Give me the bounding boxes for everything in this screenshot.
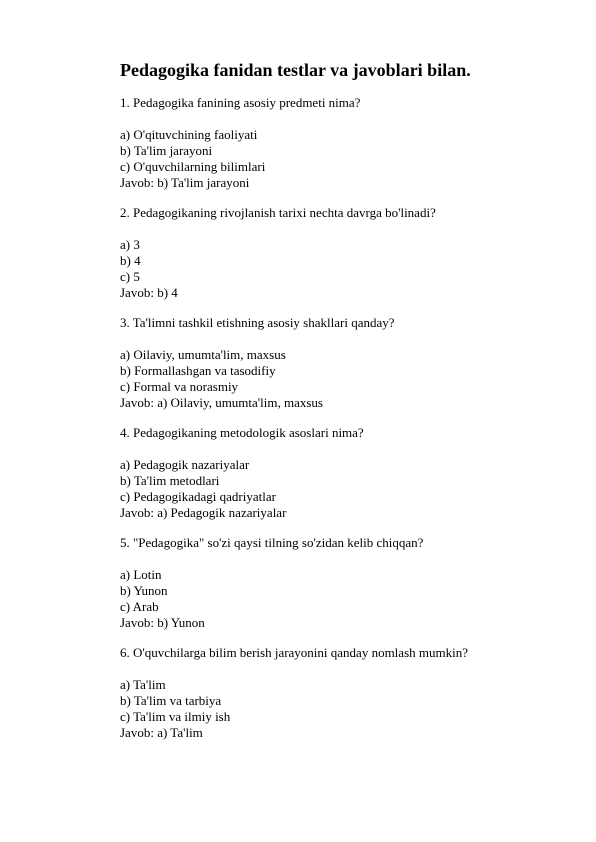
answer-option-b: b) Formallashgan va tasodifiy xyxy=(120,363,276,378)
question-block-2 xyxy=(120,205,560,301)
answer-option-b: b) 4 xyxy=(120,253,141,268)
answer-option-c: c) Ta'lim va ilmiy ish xyxy=(120,709,231,724)
question-text: 5. "Pedagogika" so'zi qaysi tilning so'zidan kelib chiqqan? xyxy=(120,535,424,550)
question-block-5 xyxy=(120,535,560,631)
correct-answer: Javob: b) 4 xyxy=(120,285,178,300)
answer-option-a: a) Lotin xyxy=(120,567,162,582)
answer-option-b: b) Ta'lim jarayoni xyxy=(120,143,213,158)
correct-answer: Javob: b) Yunon xyxy=(120,615,205,630)
correct-answer: Javob: a) Pedagogik nazariyalar xyxy=(120,505,287,520)
answer-option-c: c) Arab xyxy=(120,599,159,614)
question-block-3 xyxy=(120,315,560,411)
answer-option-b: b) Ta'lim va tarbiya xyxy=(120,693,222,708)
question-block-6 xyxy=(120,645,560,741)
correct-answer: Javob: a) Oilaviy, umumta'lim, maxsus xyxy=(120,395,323,410)
question-block-1 xyxy=(120,95,560,191)
question-text: 4. Pedagogikaning metodologik asoslari nima? xyxy=(120,425,364,440)
correct-answer: Javob: b) Ta'lim jarayoni xyxy=(120,175,250,190)
answer-option-c: c) Formal va norasmiy xyxy=(120,379,239,394)
document-page xyxy=(120,58,560,755)
answer-option-c: c) Pedagogikadagi qadriyatlar xyxy=(120,489,276,504)
answer-option-a: a) O'qituvchining faoliyati xyxy=(120,127,258,142)
document-title: Pedagogika fanidan testlar va javoblari bilan. xyxy=(120,60,471,80)
question-text: 6. O'quvchilarga bilim berish jarayonini qanday nomlash mumkin? xyxy=(120,645,468,660)
answer-option-a: a) 3 xyxy=(120,237,140,252)
answer-option-a: a) Pedagogik nazariyalar xyxy=(120,457,250,472)
answer-option-a: a) Oilaviy, umumta'lim, maxsus xyxy=(120,347,286,362)
question-text: 2. Pedagogikaning rivojlanish tarixi nechta davrga bo'linadi? xyxy=(120,205,436,220)
answer-option-b: b) Yunon xyxy=(120,583,168,598)
question-text: 1. Pedagogika fanining asosiy predmeti nima? xyxy=(120,95,361,110)
correct-answer: Javob: a) Ta'lim xyxy=(120,725,203,740)
answer-option-b: b) Ta'lim metodlari xyxy=(120,473,220,488)
answer-option-c: c) O'quvchilarning bilimlari xyxy=(120,159,266,174)
question-text: 3. Ta'limni tashkil etishning asosiy shakllari qanday? xyxy=(120,315,395,330)
answer-option-a: a) Ta'lim xyxy=(120,677,166,692)
question-block-4 xyxy=(120,425,560,521)
answer-option-c: c) 5 xyxy=(120,269,140,284)
